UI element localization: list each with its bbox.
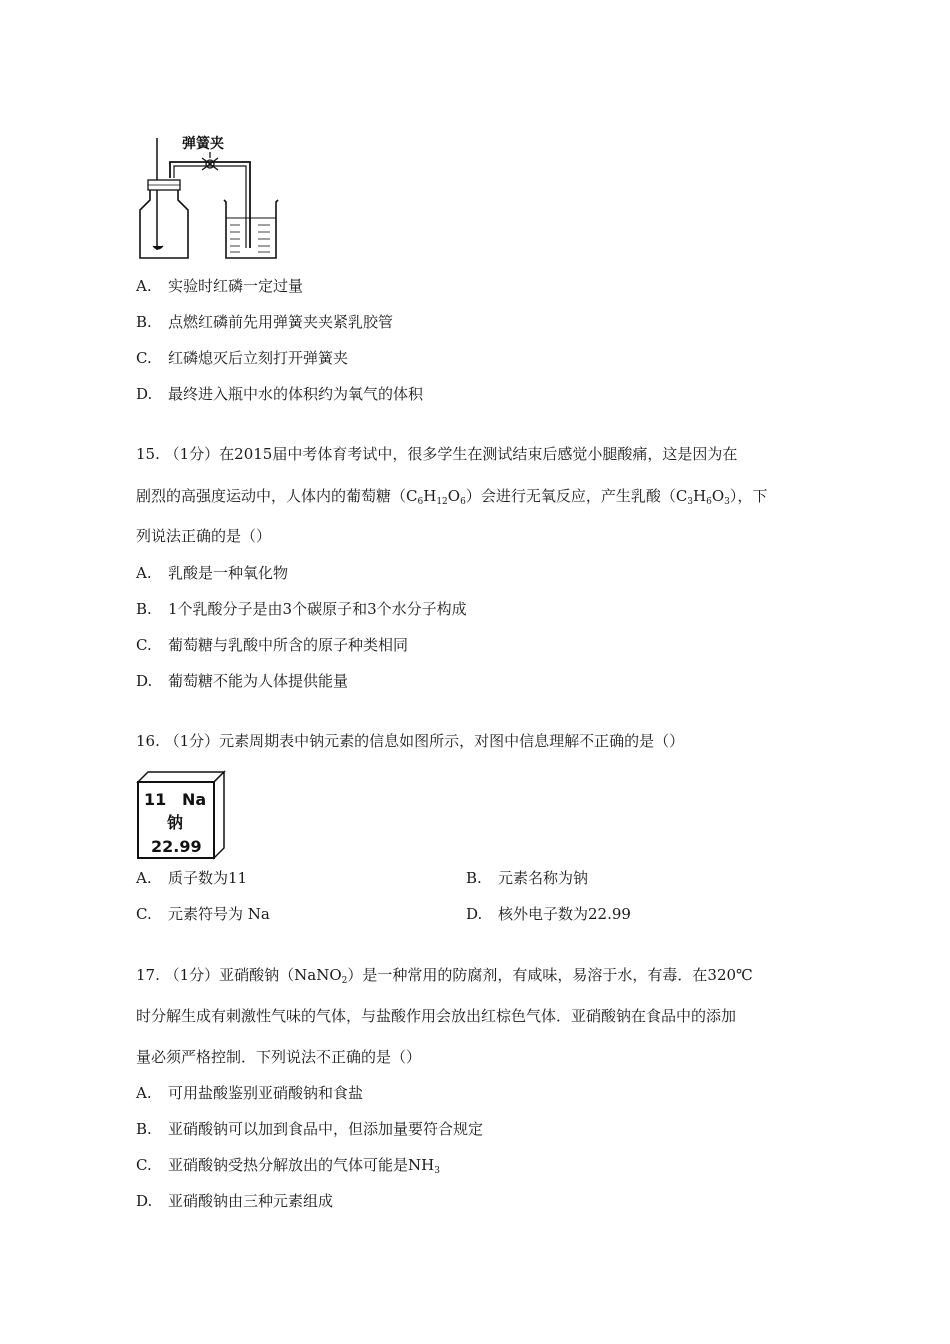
q17-option-c: C. 亚硝酸钠受热分解放出的气体可能是$NH_3$ <box>136 1156 440 1176</box>
q14-option-a: A. 实验时红磷一定过量 <box>136 277 304 295</box>
q17-stem-line3: 量必须严格控制．下列说法不正确的是（） <box>136 1048 422 1066</box>
sodium-element-card <box>136 770 228 862</box>
element-symbol: Na <box>182 790 207 809</box>
q15-option-b: B. 1个乳酸分子是由3个碳原子和3个水分子构成 <box>136 600 467 618</box>
q17-stem-line2: 时分解生成有刺激性气味的气体，与盐酸作用会放出红棕色气体．亚硝酸钠在食品中的添加 <box>136 1007 737 1025</box>
element-name: 钠 <box>167 813 184 832</box>
q15-option-a: A. 乳酸是一种氧化物 <box>136 564 289 582</box>
apparatus-diagram <box>130 128 290 262</box>
q14-option-c: C. 红磷熄灭后立刻打开弹簧夹 <box>136 349 349 367</box>
q15-stem-line1: 15. （1分）在2015届中考体育考试中，很多学生在测试结束后感觉小腿酸痛，这是因为在 <box>136 445 738 463</box>
q15-stem-line2: 剧烈的高强度运动中，人体内的葡萄糖$(C_6H_{12}O_6)$会进行无氧反应，产生乳酸$(C_3H_6O_3)$，下 <box>136 487 768 507</box>
q17-stem-line1: 17. （1分）亚硝酸钠（NaNO$_2$）是一种常用的防腐剂，有咸味，易溶于水，有毒．在320℃ <box>136 966 753 986</box>
beaker-icon <box>224 200 278 258</box>
q14-option-d: D. 最终进入瓶中水的体积约为氧气的体积 <box>136 385 424 403</box>
q14-option-b: B. 点燃红磷前先用弹簧夹夹紧乳胶管 <box>136 313 394 331</box>
q15-option-d: D. 葡萄糖不能为人体提供能量 <box>136 672 349 690</box>
q16-option-a: A. 质子数为11 <box>136 869 248 887</box>
q17-option-d: D. 亚硝酸钠由三种元素组成 <box>136 1192 334 1210</box>
spring-clip-label: 弹簧夹 <box>182 136 224 152</box>
atomic-number: 11 <box>144 790 167 809</box>
bottle-icon <box>140 190 188 258</box>
q17-option-a: A. 可用盐酸鉴别亚硝酸钠和食盐 <box>136 1084 364 1102</box>
q16-option-b: B. 元素名称为钠 <box>466 869 589 887</box>
q16-option-c: C. 元素符号为 Na <box>136 905 270 923</box>
atomic-mass: 22.99 <box>151 837 202 856</box>
q15-option-c: C. 葡萄糖与乳酸中所含的原子种类相同 <box>136 636 409 654</box>
q15-stem-line3: 列说法正确的是（） <box>136 527 272 545</box>
q17-option-b: B. 亚硝酸钠可以加到食品中，但添加量要符合规定 <box>136 1120 484 1138</box>
q16-stem: 16. （1分）元素周期表中钠元素的信息如图所示，对图中信息理解不正确的是（） <box>136 732 685 750</box>
q16-option-d: D. 核外电子数为22.99 <box>466 905 631 923</box>
spring-clip-icon <box>202 152 218 170</box>
